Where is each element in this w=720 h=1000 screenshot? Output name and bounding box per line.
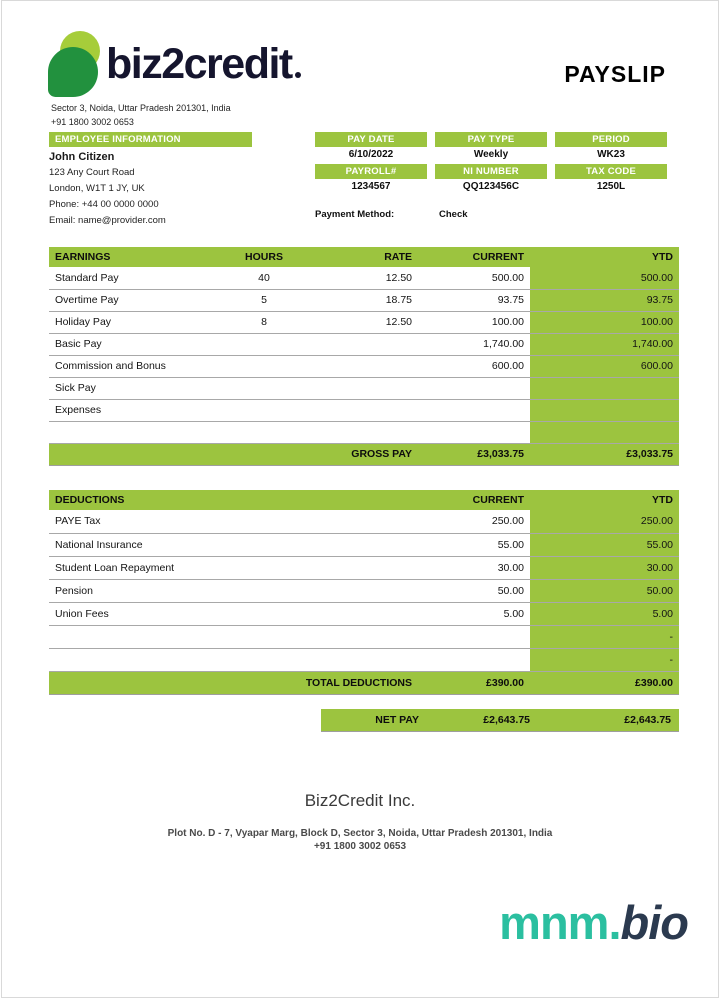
ni-number-value: QQ123456C xyxy=(462,181,520,192)
pay-info-grid xyxy=(315,132,667,195)
cell-ytd: 50.00 xyxy=(530,579,679,602)
cell-ytd: 55.00 xyxy=(530,533,679,556)
watermark-part1: mnm. xyxy=(499,896,621,949)
employee-information-header: EMPLOYEE INFORMATION xyxy=(49,132,252,147)
logo-wordmark: biz2credit xyxy=(106,40,292,88)
cell-label: Holiday Pay xyxy=(49,311,209,333)
gross-pay-row xyxy=(49,443,679,465)
cell-current xyxy=(418,399,530,421)
company-logo xyxy=(48,31,301,99)
cell-ytd xyxy=(530,421,679,443)
cell-current xyxy=(418,421,530,443)
period-label: PERIOD xyxy=(555,132,667,147)
net-pay-current: £2,643.75 xyxy=(483,714,530,726)
pay-type-label: PAY TYPE xyxy=(435,132,547,147)
cell-label xyxy=(49,421,209,443)
cell-ytd xyxy=(530,377,679,399)
net-pay-ytd: £2,643.75 xyxy=(624,714,671,726)
earnings-col-header: EARNINGS xyxy=(49,247,209,267)
cell-current: 600.00 xyxy=(418,355,530,377)
cell-ytd: - xyxy=(530,648,679,671)
logo-trademark-dot-icon xyxy=(295,72,301,78)
cell-current: 250.00 xyxy=(418,510,530,533)
cell-label: Commission and Bonus xyxy=(49,355,209,377)
cell-ytd: 1,740.00 xyxy=(530,333,679,355)
cell-rate xyxy=(319,377,418,399)
pay-date-label: PAY DATE xyxy=(315,132,427,147)
payroll-number-label: PAYROLL# xyxy=(315,164,427,179)
cell-rate xyxy=(319,421,418,443)
cell-ytd: 93.75 xyxy=(530,289,679,311)
tax-code-value: 1250L xyxy=(596,181,626,192)
table-row xyxy=(49,533,679,556)
total-deductions-label: TOTAL DEDUCTIONS xyxy=(49,671,418,694)
cell-hours: 40 xyxy=(209,267,319,289)
payroll-number-value: 1234567 xyxy=(351,181,391,192)
table-row xyxy=(49,377,679,399)
cell-hours xyxy=(209,421,319,443)
cell-current: 5.00 xyxy=(418,602,530,625)
hours-col-header: HOURS xyxy=(209,247,319,267)
total-deductions-ytd: £390.00 xyxy=(530,671,679,694)
total-deductions-current: £390.00 xyxy=(418,671,530,694)
net-pay-row xyxy=(321,709,679,732)
payment-method-row xyxy=(315,209,667,220)
cell-ytd: 5.00 xyxy=(530,602,679,625)
employee-name: John Citizen xyxy=(49,151,115,163)
total-deductions-row xyxy=(49,671,679,694)
cell-current: 55.00 xyxy=(418,533,530,556)
payroll-number-field xyxy=(315,164,427,195)
pay-date-value: 6/10/2022 xyxy=(348,149,394,160)
page-title: PAYSLIP xyxy=(564,61,666,87)
gross-pay-label: GROSS PAY xyxy=(49,443,418,465)
cell-ytd: 250.00 xyxy=(530,510,679,533)
cell-rate xyxy=(319,399,418,421)
cell-ytd: 100.00 xyxy=(530,311,679,333)
table-row xyxy=(49,267,679,289)
cell-label: Expenses xyxy=(49,399,209,421)
cell-label: Basic Pay xyxy=(49,333,209,355)
cell-ytd: 600.00 xyxy=(530,355,679,377)
cell-current: 1,740.00 xyxy=(418,333,530,355)
cell-rate: 12.50 xyxy=(319,267,418,289)
employee-address-line2: London, W1T 1 JY, UK xyxy=(49,183,145,194)
cell-current: 500.00 xyxy=(418,267,530,289)
cell-current: 50.00 xyxy=(418,579,530,602)
biz2credit-leaf-logo-icon xyxy=(48,31,102,99)
pay-type-value: Weekly xyxy=(473,149,509,160)
cell-hours: 8 xyxy=(209,311,319,333)
payslip-document xyxy=(1,0,719,998)
cell-label: National Insurance xyxy=(49,533,418,556)
cell-rate xyxy=(319,333,418,355)
cell-current xyxy=(418,377,530,399)
cell-hours xyxy=(209,355,319,377)
employee-information-section xyxy=(49,132,252,229)
cell-current xyxy=(418,648,530,671)
tax-code-label: TAX CODE xyxy=(555,164,667,179)
table-row xyxy=(49,579,679,602)
cell-hours xyxy=(209,333,319,355)
mnm-bio-watermark xyxy=(499,897,688,949)
cell-hours xyxy=(209,399,319,421)
period-field xyxy=(555,132,667,163)
cell-rate xyxy=(319,355,418,377)
payment-method-label: Payment Method: xyxy=(315,209,395,220)
table-row xyxy=(49,399,679,421)
cell-hours: 5 xyxy=(209,289,319,311)
cell-ytd: 30.00 xyxy=(530,556,679,579)
ni-number-field xyxy=(435,164,547,195)
pay-type-field xyxy=(435,132,547,163)
cell-label xyxy=(49,648,418,671)
cell-current: 93.75 xyxy=(418,289,530,311)
ytd-col-header: YTD xyxy=(530,247,679,267)
logo-text xyxy=(106,31,301,97)
current-col-header: CURRENT xyxy=(418,247,530,267)
table-row xyxy=(49,421,679,443)
cell-ytd xyxy=(530,399,679,421)
deductions-ytd-col-header: YTD xyxy=(530,490,679,510)
cell-label: Student Loan Repayment xyxy=(49,556,418,579)
company-address-block xyxy=(51,102,231,129)
table-row xyxy=(49,648,679,671)
cell-label: Union Fees xyxy=(49,602,418,625)
cell-current xyxy=(418,625,530,648)
cell-label: Pension xyxy=(49,579,418,602)
company-phone: +91 1800 3002 0653 xyxy=(51,116,134,127)
table-row xyxy=(49,311,679,333)
gross-pay-current: £3,033.75 xyxy=(418,443,530,465)
tax-code-field xyxy=(555,164,667,195)
company-address: Sector 3, Noida, Uttar Pradesh 201301, India xyxy=(51,103,231,113)
earnings-header-row xyxy=(49,247,679,267)
cell-ytd: 500.00 xyxy=(530,267,679,289)
deductions-header-row xyxy=(49,490,679,510)
cell-current: 100.00 xyxy=(418,311,530,333)
cell-hours xyxy=(209,377,319,399)
footer-address-block xyxy=(2,827,718,853)
cell-label: Overtime Pay xyxy=(49,289,209,311)
watermark-part2: bio xyxy=(620,896,688,949)
table-row xyxy=(49,289,679,311)
cell-rate: 18.75 xyxy=(319,289,418,311)
cell-label: PAYE Tax xyxy=(49,510,418,533)
table-row xyxy=(49,355,679,377)
gross-pay-ytd: £3,033.75 xyxy=(530,443,679,465)
cell-label: Sick Pay xyxy=(49,377,209,399)
earnings-table xyxy=(49,247,679,466)
deductions-table xyxy=(49,490,679,695)
pay-date-field xyxy=(315,132,427,163)
rate-col-header: RATE xyxy=(319,247,418,267)
footer-address-line: Plot No. D - 7, Vyapar Marg, Block D, Sector 3, Noida, Uttar Pradesh 201301, India xyxy=(167,828,553,839)
deductions-current-col-header: CURRENT xyxy=(418,490,530,510)
cell-ytd: - xyxy=(530,625,679,648)
employee-email: Email: name@provider.com xyxy=(49,215,166,226)
table-row xyxy=(49,602,679,625)
cell-current: 30.00 xyxy=(418,556,530,579)
leaf-dark-icon xyxy=(48,47,98,97)
table-row xyxy=(49,625,679,648)
deductions-col-header: DEDUCTIONS xyxy=(49,490,418,510)
cell-rate: 12.50 xyxy=(319,311,418,333)
footer-phone: +91 1800 3002 0653 xyxy=(313,841,407,852)
footer-company-name: Biz2Credit Inc. xyxy=(304,791,416,810)
footer xyxy=(2,791,718,853)
table-row xyxy=(49,510,679,533)
table-row xyxy=(49,333,679,355)
period-value: WK23 xyxy=(597,149,625,160)
payment-method-value: Check xyxy=(439,209,468,220)
employee-phone: Phone: +44 00 0000 0000 xyxy=(49,199,159,210)
net-pay-label: NET PAY xyxy=(375,714,419,726)
table-row xyxy=(49,556,679,579)
cell-label: Standard Pay xyxy=(49,267,209,289)
employee-address-line1: 123 Any Court Road xyxy=(49,167,135,178)
ni-number-label: NI NUMBER xyxy=(435,164,547,179)
cell-label xyxy=(49,625,418,648)
